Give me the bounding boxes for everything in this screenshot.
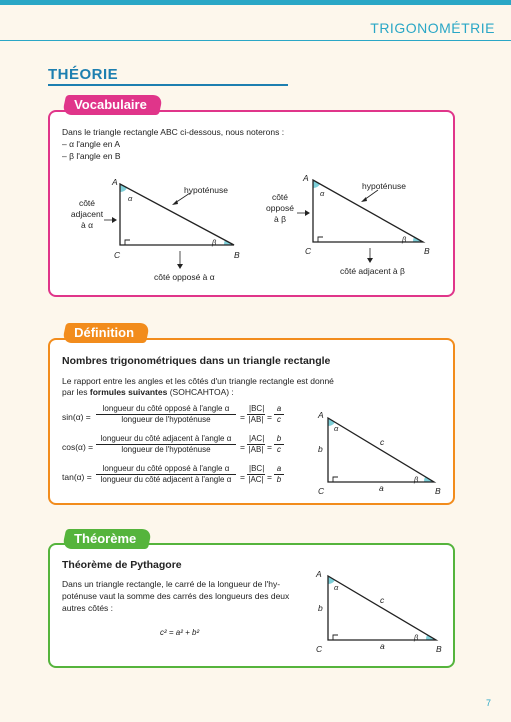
fig1-angle-beta: β <box>212 238 217 247</box>
fig2-vertex-a: A <box>303 173 309 183</box>
thm-vertex-c: C <box>316 644 323 654</box>
fig2-opposite-label: côté opposé à β <box>266 192 294 224</box>
cos-ratio-sides: $\frac{|AC|}{|AB|}$ <box>248 434 265 454</box>
definition-title: Nombres trigonométriques dans un triangle rectangle <box>62 355 331 367</box>
theorem-line3: autres côtés : <box>62 603 114 613</box>
tan-ratio-letters: $\frac{a}{b}$ <box>274 464 284 485</box>
fig2-vertex-c: C <box>305 246 312 256</box>
tan-fraction: longueur du côté opposé à l'angle α longueur du côté adjacent à l'angle α <box>96 464 236 485</box>
sin-ratio-letters: $\frac{a}{c}$ <box>274 404 284 425</box>
vocabulary-item-beta: – β l'angle en B <box>62 151 121 161</box>
fig2-angle-beta: β <box>402 235 407 244</box>
thm-side-c: c <box>380 595 385 605</box>
tan-eq1: = <box>240 472 245 482</box>
definition-triangle <box>50 340 453 503</box>
thm-side-b: b <box>318 603 323 613</box>
definition-tag: Définition <box>62 323 150 343</box>
tan-lhs: tan(α) = <box>62 472 92 482</box>
def-vertex-b: B <box>435 486 441 496</box>
thm-vertex-a: A <box>316 569 322 579</box>
chapter-rule <box>0 40 511 41</box>
chapter-title: TRIGONOMÉTRIE <box>370 20 495 36</box>
fig2-vertex-b: B <box>424 246 430 256</box>
vocabulary-box <box>48 110 455 297</box>
tan-eq2: = <box>267 472 272 482</box>
fig1-opposite-label: côté opposé à α <box>154 272 215 282</box>
cos-eq2: = <box>267 442 272 452</box>
fig1-hypotenuse-label: hypoténuse <box>184 185 228 195</box>
def-vertex-c: C <box>318 486 325 496</box>
thm-side-a: a <box>380 641 385 651</box>
sin-fraction: longueur du côté opposé à l'angle α longueur de l'hypoténuse <box>96 404 236 425</box>
def-side-b: b <box>318 444 323 454</box>
theorem-triangle <box>50 545 453 666</box>
cos-lhs: cos(α) = <box>62 442 94 452</box>
sin-ratio-sides: $\frac{|BC|}{|AB|}$ <box>248 404 265 424</box>
def-side-c: c <box>380 437 385 447</box>
fig1-vertex-b: B <box>234 250 240 260</box>
cos-ratio-letters: $\frac{b}{c}$ <box>274 434 284 455</box>
def-side-a: a <box>379 483 384 493</box>
sin-eq1: = <box>240 412 245 422</box>
definition-box <box>48 338 455 505</box>
section-title: THÉORIE <box>48 66 119 83</box>
def-vertex-a: A <box>318 410 324 420</box>
tan-ratio-sides: $\frac{|BC|}{|AC|}$ <box>248 464 265 484</box>
vocabulary-item-alpha: – α l'angle en A <box>62 139 121 149</box>
sin-lhs: sin(α) = <box>62 412 91 422</box>
theorem-line2: poténuse vaut la somme des carrés des longueurs des deux <box>62 591 290 601</box>
fig2-adjacent-label: côté adjacent à β <box>340 266 405 276</box>
fig1-adjacent-label: côté adjacent à α <box>70 198 104 230</box>
def-angle-alpha: α <box>334 424 339 433</box>
theorem-line1: Dans un triangle rectangle, le carré de la longueur de l'hy- <box>62 579 281 589</box>
fig1-angle-alpha: α <box>128 194 133 203</box>
vocabulary-intro: Dans le triangle rectangle ABC ci-dessous, nous noterons : <box>62 127 285 137</box>
sin-eq2: = <box>267 412 272 422</box>
page-number: 7 <box>485 698 491 708</box>
theorem-tag: Théorème <box>62 529 152 549</box>
definition-intro-line2: par les formules suivantes (SOHCAHTOA) : <box>62 387 234 397</box>
def-angle-beta: β <box>414 475 419 484</box>
pythagoras-formula: c² = a² + b² <box>160 628 200 637</box>
fig2-hypotenuse-label: hypoténuse <box>362 181 406 191</box>
theorem-title: Théorème de Pythagore <box>62 559 182 571</box>
thm-angle-alpha: α <box>334 583 339 592</box>
cos-fraction: longueur du côté adjacent à l'angle α longueur de l'hypoténuse <box>96 434 236 455</box>
definition-intro-line1: Le rapport entre les angles et les côtés d'un triangle rectangle est donné <box>62 376 334 386</box>
thm-vertex-b: B <box>436 644 442 654</box>
section-underline <box>48 84 288 86</box>
cos-eq1: = <box>240 442 245 452</box>
thm-angle-beta: β <box>414 633 419 642</box>
top-accent-bar <box>0 0 511 5</box>
vocabulary-tag: Vocabulaire <box>62 95 163 115</box>
fig2-angle-alpha: α <box>320 189 325 198</box>
theorem-box <box>48 543 455 668</box>
fig1-vertex-a: A <box>112 177 118 187</box>
fig1-vertex-c: C <box>114 250 121 260</box>
